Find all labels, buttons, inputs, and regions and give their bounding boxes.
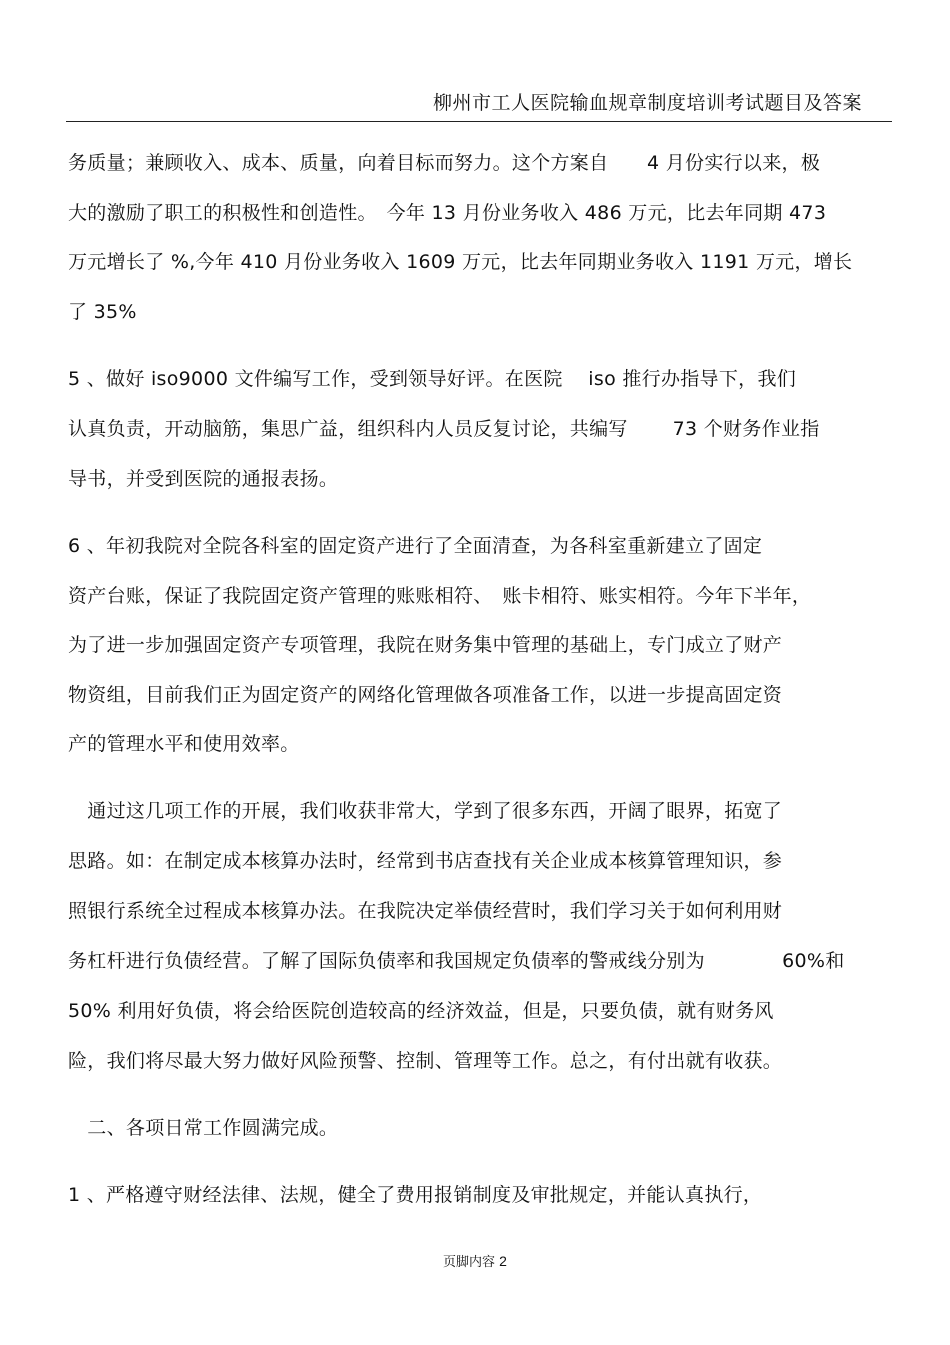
text-line: 二、各项日常工作圆满完成。 xyxy=(68,1117,339,1139)
text-line: 照银行系统全过程成本核算办法。在我院决定举债经营时，我们学习关于如何利用财 xyxy=(68,900,783,922)
page-number: 2 xyxy=(499,1253,507,1269)
text-line: 为了进一步加强固定资产专项管理，我院在财务集中管理的基础上，专门成立了财产 xyxy=(68,634,783,656)
text-line: 大的激励了职工的积极性和创造性。 今年 13 月份业务收入 486 万元，比去年同期 473 xyxy=(68,202,827,224)
text-line: 导书，并受到医院的通报表扬。 xyxy=(68,468,339,490)
text-line: 6 、年初我院对全院各科室的固定资产进行了全面清查，为各科室重新建立了固定 xyxy=(68,535,763,557)
text-line: 5 、做好 iso9000 文件编写工作，受到领导好评。在医院 iso 推行办指导下，我们 xyxy=(68,368,797,390)
text-line: 万元增长了 %,今年 410 月份业务收入 1609 万元，比去年同期业务收入 1191 万元，增长 xyxy=(68,251,853,273)
text-line: 思路。如：在制定成本核算办法时，经常到书店查找有关企业成本核算管理知识，参 xyxy=(68,850,783,872)
text-line: 物资组，目前我们正为固定资产的网络化管理做各项准备工作，以进一步提高固定资 xyxy=(68,684,783,706)
text-line: 认真负责，开动脑筋，集思广益，组织科内人员反复讨论，共编写 73 个财务作业指 xyxy=(68,418,820,440)
text-line: 50% 利用好负债，将会给医院创造较高的经济效益，但是，只要负债，就有财务风 xyxy=(68,1000,774,1022)
text-line: 险，我们将尽最大努力做好风险预警、控制、管理等工作。总之，有付出就有收获。 xyxy=(68,1050,783,1072)
document-header-title: 柳州市工人医院输血规章制度培训考试题目及答案 xyxy=(432,92,862,114)
header-divider xyxy=(66,121,892,122)
text-line: 通过这几项工作的开展，我们收获非常大，学到了很多东西，开阔了眼界，拓宽了 xyxy=(68,800,783,822)
text-line: 1 、严格遵守财经法律、法规，健全了费用报销制度及审批规定，并能认真执行， xyxy=(68,1184,763,1206)
text-line: 务质量；兼顾收入、成本、质量，向着目标而努力。这个方案自 4 月份实行以来，极 xyxy=(68,152,821,174)
footer-label: 页脚内容 xyxy=(443,1255,496,1270)
text-line: 务杠杆进行负债经营。了解了国际负债率和我国规定负债率的警戒线分别为 60%和 xyxy=(68,950,845,972)
text-line: 了 35% xyxy=(68,301,137,323)
text-line: 产的管理水平和使用效率。 xyxy=(68,733,300,755)
page-footer xyxy=(0,1251,950,1270)
text-line: 资产台账，保证了我院固定资产管理的账账相符、 账卡相符、账实相符。今年下半年， xyxy=(68,585,812,607)
